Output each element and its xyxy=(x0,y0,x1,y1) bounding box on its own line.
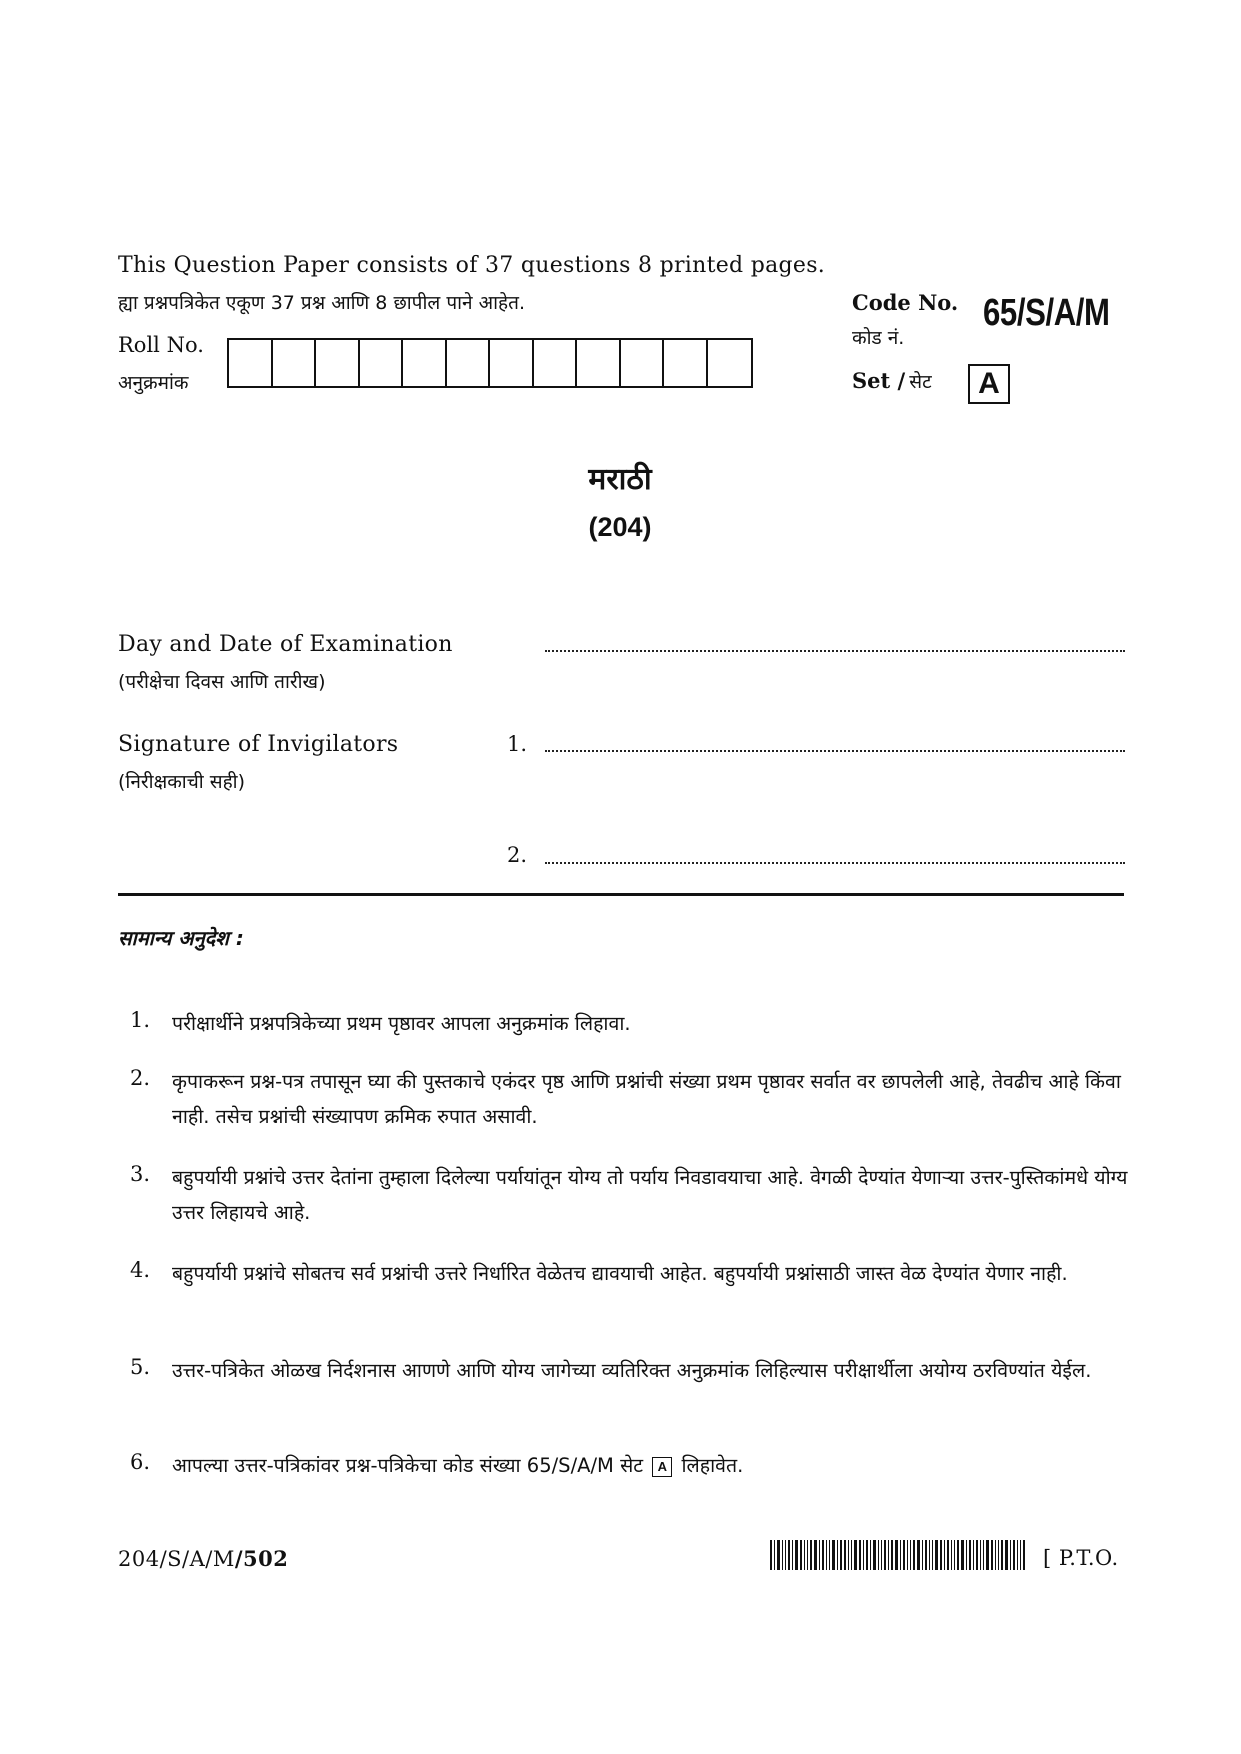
subject-title: मराठी xyxy=(588,462,652,497)
set-label xyxy=(852,368,932,394)
barcode-bar xyxy=(770,1540,772,1570)
pages-info-marathi: ह्या प्रश्नपत्रिकेत एकूण 37 प्रश्न आणि 8 छापील पाने आहेत. xyxy=(118,292,525,314)
barcode-bar xyxy=(792,1540,793,1570)
signature-1-field[interactable] xyxy=(545,750,1125,752)
roll-number-boxes[interactable] xyxy=(227,338,753,388)
barcode-bar xyxy=(851,1540,852,1570)
code-label-english: Code No. xyxy=(852,290,959,315)
pages-info-english: This Question Paper consists of 37 questions 8 printed pages. xyxy=(118,253,826,278)
barcode-bar xyxy=(782,1540,783,1570)
instruction-item xyxy=(130,1006,1130,1041)
instruction-text-after: लिहावेत. xyxy=(681,1454,744,1477)
exam-date-label-marathi: (परीक्षेचा दिवस आणि तारीख) xyxy=(118,671,326,693)
barcode-bar xyxy=(888,1540,889,1570)
barcode-bar xyxy=(947,1540,949,1570)
barcode-bar xyxy=(980,1540,981,1570)
set-inline-box: A xyxy=(652,1457,672,1477)
barcode-bar xyxy=(925,1540,927,1570)
instruction-item xyxy=(130,1353,1130,1388)
barcode-bar xyxy=(810,1540,812,1570)
barcode-bar xyxy=(819,1540,820,1570)
barcode-bar xyxy=(878,1540,879,1570)
set-label-english: Set / xyxy=(852,368,906,393)
barcode-bar xyxy=(870,1540,871,1570)
barcode-bar xyxy=(935,1540,938,1570)
barcode-bar xyxy=(954,1540,955,1570)
instruction-number: 1. xyxy=(130,1008,151,1032)
signature-2-number: 2. xyxy=(507,843,528,867)
roll-number-box[interactable] xyxy=(316,340,360,386)
code-label-marathi: कोड नं. xyxy=(852,327,905,349)
roll-number-box[interactable] xyxy=(534,340,578,386)
roll-number-box[interactable] xyxy=(708,340,752,386)
barcode-bar xyxy=(913,1540,915,1570)
barcode-bar xyxy=(903,1540,905,1570)
instruction-text-before: आपल्या उत्तर-पत्रिकांवर प्रश्न-पत्रिकेचा कोड संख्या 65/S/A/M सेट xyxy=(172,1454,644,1477)
barcode-bar xyxy=(863,1540,864,1570)
barcode-bar xyxy=(940,1540,942,1570)
exam-date-label: Day and Date of Examination xyxy=(118,632,453,657)
instruction-item xyxy=(130,1448,1130,1483)
footer-code xyxy=(118,1546,288,1571)
barcode-bar xyxy=(832,1540,835,1570)
barcode-bar xyxy=(907,1540,908,1570)
barcode-bar xyxy=(1010,1540,1011,1570)
roll-number-box[interactable] xyxy=(360,340,404,386)
instruction-text: बहुपर्यायी प्रश्नांचे उत्तर देतांना तुम्हाला दिलेल्या पर्यायांतून योग्य तो पर्याय निवडावयाचा आहे. वेगळी देण्यांत येणाऱ्या उत्तर-पुस्तिकांमधे योग्य उत्तर लिहायचे आहे. xyxy=(172,1166,1128,1224)
footer-code-suffix: /502 xyxy=(234,1546,289,1571)
barcode-bar xyxy=(826,1540,827,1570)
barcode-bar xyxy=(859,1540,861,1570)
set-label-marathi: सेट xyxy=(909,371,932,393)
barcode-bar xyxy=(973,1540,974,1570)
barcode-bar xyxy=(804,1540,805,1570)
barcode-bar xyxy=(983,1540,984,1570)
barcode-bar xyxy=(966,1540,967,1570)
barcode-bar xyxy=(1013,1540,1015,1570)
barcode-bar xyxy=(774,1540,775,1570)
instruction-number: 3. xyxy=(130,1162,151,1186)
instruction-item xyxy=(130,1256,1130,1291)
roll-number-box[interactable] xyxy=(447,340,491,386)
barcode-bar xyxy=(944,1540,945,1570)
barcode-bar xyxy=(829,1540,830,1570)
instruction-text: कृपाकरून प्रश्न-पत्र तपासून घ्या की पुस्तकाचे एकंदर पृष्ठ आणि प्रश्नांची संख्या प्रथम पृष्ठावर सर्वात वर छापलेली आहे, तेवढीच आहे किंवा नाही. तसेच प्रश्नांची संख्यापण क्रमिक रुपात असावी. xyxy=(172,1070,1121,1128)
barcode-bar xyxy=(976,1540,978,1570)
barcode-bar xyxy=(807,1540,808,1570)
barcode-bar xyxy=(998,1540,999,1570)
instruction-number: 2. xyxy=(130,1066,151,1090)
barcode-bar xyxy=(951,1540,952,1570)
instruction-number: 6. xyxy=(130,1450,151,1474)
barcode-bar xyxy=(785,1540,786,1570)
barcode-bar xyxy=(969,1540,971,1570)
roll-number-box[interactable] xyxy=(490,340,534,386)
divider-rule xyxy=(118,893,1124,896)
barcode-bar xyxy=(1017,1540,1018,1570)
barcode-bar xyxy=(895,1540,898,1570)
barcode-bar xyxy=(866,1540,868,1570)
barcode-bar xyxy=(891,1540,893,1570)
instruction-item xyxy=(130,1160,1130,1230)
roll-label-marathi: अनुक्रमांक xyxy=(118,372,189,394)
barcode-bar xyxy=(1005,1540,1008,1570)
roll-number-box[interactable] xyxy=(664,340,708,386)
set-box: A xyxy=(968,364,1010,404)
barcode-bar xyxy=(1020,1540,1021,1570)
footer-code-prefix: 204/S/A/M xyxy=(118,1547,235,1571)
roll-number-box[interactable] xyxy=(621,340,665,386)
roll-number-box[interactable] xyxy=(577,340,621,386)
barcode-bar xyxy=(1001,1540,1003,1570)
roll-number-box[interactable] xyxy=(403,340,447,386)
barcode-bar xyxy=(822,1540,824,1570)
signature-1-number: 1. xyxy=(507,732,528,756)
barcode-bar xyxy=(854,1540,857,1570)
barcode-bar xyxy=(957,1540,959,1570)
instruction-text xyxy=(172,1448,743,1483)
barcode-bar xyxy=(991,1540,993,1570)
barcode-bar xyxy=(884,1540,886,1570)
barcode-bar xyxy=(873,1540,876,1570)
instructions-heading: सामान्य अनुदेश : xyxy=(118,926,244,950)
instruction-item xyxy=(130,1064,1130,1134)
barcode-bar xyxy=(837,1540,838,1570)
invigilator-signature-label-marathi: (निरीक्षकाची सही) xyxy=(118,771,245,793)
barcode-bar xyxy=(1023,1540,1025,1570)
barcode-image xyxy=(770,1540,1032,1570)
code-number: 65/S/A/M xyxy=(983,292,1110,334)
barcode-bar xyxy=(995,1540,996,1570)
barcode-bar xyxy=(929,1540,930,1570)
barcode-bar xyxy=(881,1540,882,1570)
exam-date-field[interactable] xyxy=(545,650,1125,652)
barcode-bar xyxy=(922,1540,923,1570)
instruction-text: उत्तर-पत्रिकेत ओळख निर्दशनास आणणे आणि योग्य जागेच्या व्यतिरिक्त अनुक्रमांक लिहिल्यास परीक्षार्थीला अयोग्य ठरविण्यांत येईल. xyxy=(172,1359,1092,1382)
barcode-bar xyxy=(917,1540,920,1570)
instruction-number: 4. xyxy=(130,1258,151,1282)
signature-2-field[interactable] xyxy=(545,862,1125,864)
barcode-bar xyxy=(961,1540,964,1570)
barcode-bar xyxy=(910,1540,911,1570)
pto-label: [ P.T.O. xyxy=(1043,1546,1119,1570)
roll-label-english: Roll No. xyxy=(118,333,204,357)
instruction-text: परीक्षार्थीने प्रश्नपत्रिकेच्या प्रथम पृष्ठावर आपला अनुक्रमांक लिहावा. xyxy=(172,1012,631,1035)
instruction-text: बहुपर्यायी प्रश्नांचे सोबतच सर्व प्रश्नांची उत्तरे निर्धारित वेळेतच द्यावयाची आहेत. बहुपर्यायी प्रश्नांसाठी जास्त वेळ देण्यांत येणार नाही. xyxy=(172,1262,1068,1285)
barcode-bar xyxy=(844,1540,846,1570)
barcode-bar xyxy=(840,1540,842,1570)
barcode-bar xyxy=(986,1540,989,1570)
roll-number-box[interactable] xyxy=(273,340,317,386)
barcode-bar xyxy=(932,1540,933,1570)
subject-code: (204) xyxy=(588,512,652,542)
barcode-bar xyxy=(795,1540,798,1570)
barcode-bar xyxy=(900,1540,901,1570)
barcode-bar xyxy=(788,1540,790,1570)
barcode-bar xyxy=(814,1540,817,1570)
barcode-bar xyxy=(848,1540,849,1570)
barcode-bar xyxy=(800,1540,802,1570)
roll-number-box[interactable] xyxy=(229,340,273,386)
barcode-bar xyxy=(777,1540,780,1570)
invigilator-signature-label: Signature of Invigilators xyxy=(118,732,399,757)
instruction-number: 5. xyxy=(130,1355,151,1379)
